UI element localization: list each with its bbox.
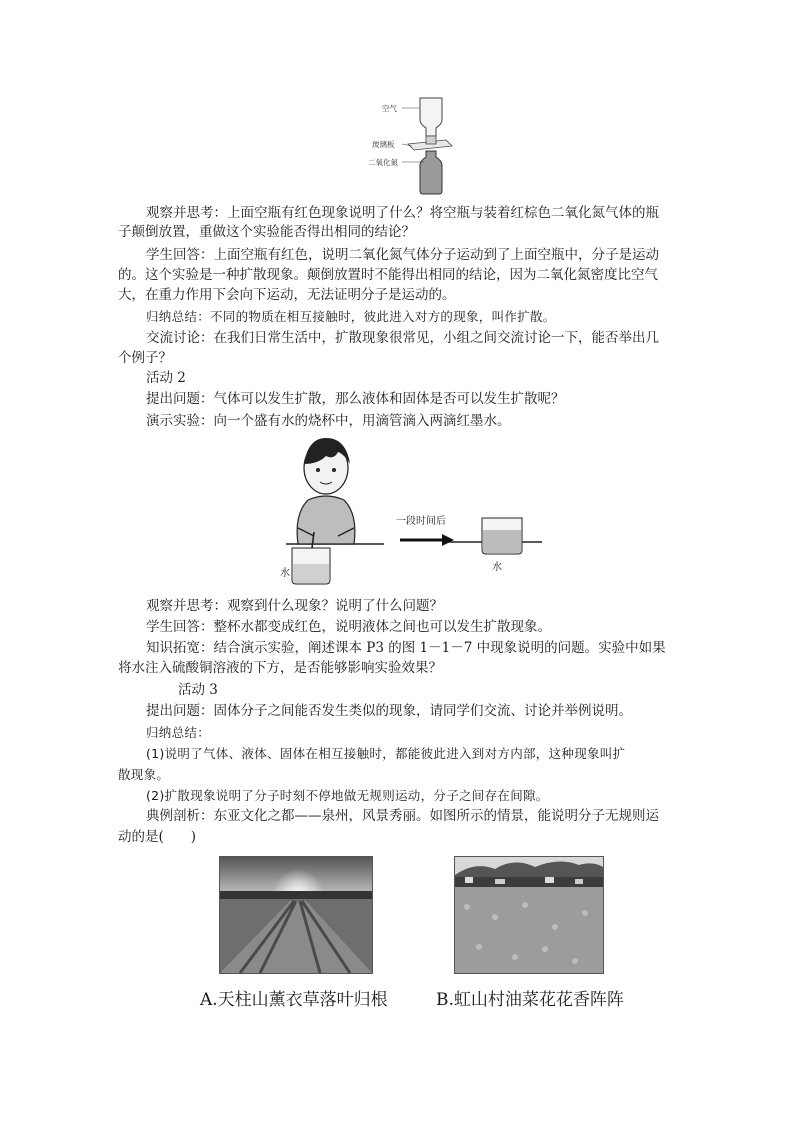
text-line: 典例剖析：东亚文化之都——泉州，风景秀丽。如图所示的情景，能说明分子无规则运	[146, 808, 659, 824]
text-line: 动的是( )	[118, 829, 197, 845]
text-line: 学生回答：上面空瓶有红色，说明二氧化氮气体分子运动到了上面空瓶中，分子是运动	[146, 247, 659, 263]
text-line: 观察并思考：上面空瓶有红色现象说明了什么？将空瓶与装着红棕色二氧化氮气体的瓶	[146, 205, 659, 221]
text-line: 学生回答：整杯水都变成红色，说明液体之间也可以发生扩散现象。	[146, 619, 551, 635]
label-no2: 二氧化氮	[368, 158, 398, 167]
text-line: (2)扩散现象说明了分子时刻不停地做无规则运动，分子之间存在间隙。	[146, 788, 549, 803]
lavender-photo	[219, 856, 373, 974]
diffusion-bottles-figure	[368, 94, 472, 198]
text-line: 子颠倒放置，重做这个实验能否得出相同的结论？	[118, 224, 415, 240]
text-line: 的。这个实验是一种扩散现象。颠倒放置时不能得出相同的结论，因为二氧化氮密度比空气	[118, 267, 658, 283]
text-line: 提出问题：气体可以发生扩散，那么液体和固体是否可以发生扩散呢？	[146, 391, 565, 407]
text-line: 归纳总结：	[146, 725, 211, 740]
text-line: 知识拓宽：结合演示实验，阐述课本 P3 的图 1－1－7 中现象说明的问题。实验中如果	[146, 640, 666, 656]
ink-diffusion-figure	[276, 436, 546, 588]
option-b-caption: B.虹山村油菜花花香阵阵	[436, 990, 624, 1010]
label-glass: 玻璃板	[372, 140, 395, 149]
label-after-time: 一段时间后	[396, 516, 446, 527]
label-air: 空气	[382, 104, 397, 113]
text-line: 提出问题：固体分子之间能否发生类似的现象，请同学们交流、讨论并举例说明。	[146, 703, 632, 719]
text-line: (1)说明了气体、液体、固体在相互接触时，都能彼此进入到对方内部，这种现象叫扩	[146, 746, 626, 761]
rapeseed-photo	[454, 856, 604, 974]
text-line: 大，在重力作用下会向下运动，无法证明分子是运动的。	[118, 287, 456, 303]
text-line: 将水注入硫酸铜溶液的下方，是否能够影响实验效果？	[118, 660, 442, 676]
label-water-right: 水	[492, 562, 502, 573]
text-line: 演示实验：向一个盛有水的烧杯中，用滴管滴入两滴红墨水。	[146, 413, 511, 429]
text-line: 归纳总结：不同的物质在相互接触时，彼此进入对方的现象，叫作扩散。	[146, 309, 556, 324]
activity-heading: 活动 2	[146, 370, 186, 386]
label-water-left: 水	[280, 568, 290, 579]
text-line: 个例子？	[118, 350, 172, 366]
option-a-caption: A.天柱山薰衣草落叶归根	[200, 990, 388, 1010]
text-line: 观察并思考：观察到什么现象？说明了什么问题？	[146, 598, 443, 614]
text-line: 散现象。	[118, 767, 170, 782]
activity-heading: 活动 3	[178, 682, 218, 698]
text-line: 交流讨论：在我们日常生活中，扩散现象很常见，小组之间交流讨论一下，能否举出几	[146, 330, 659, 346]
